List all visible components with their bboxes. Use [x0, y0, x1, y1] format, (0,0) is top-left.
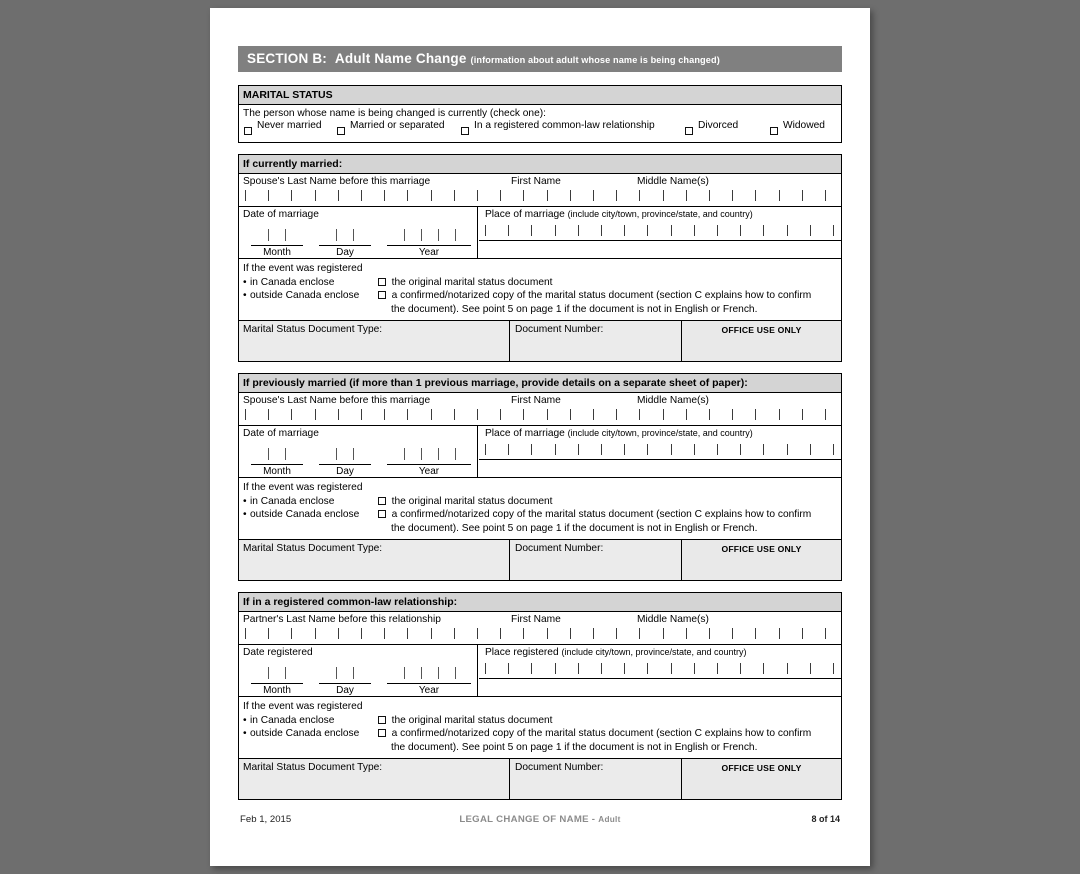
checkbox-icon: [244, 127, 252, 135]
date-month-field-previously-married[interactable]: [251, 448, 303, 465]
enclose-in-canada-previously-married: in Canada enclose: [250, 495, 335, 507]
checkbox-icon: [378, 497, 386, 505]
checkbox-notarized-copy-currently-married[interactable]: [378, 290, 386, 301]
caption-month-common-law: Month: [263, 685, 291, 696]
label-doc-number-common-law: Document Number:: [515, 762, 604, 773]
caption-day-common-law: Day: [336, 685, 354, 696]
section-previously-married: [238, 373, 842, 581]
name-comb-common-law[interactable]: [239, 628, 841, 643]
input-doc-type-currently-married[interactable]: [239, 321, 509, 361]
form-page: [210, 8, 870, 866]
checkbox-original-document-currently-married[interactable]: [378, 277, 386, 288]
date-year-field-currently-married[interactable]: [387, 229, 471, 246]
label-place-main-common-law: Place registered: [485, 647, 562, 658]
date-year-field-previously-married[interactable]: [387, 448, 471, 465]
label-first-name-common-law: First Name: [511, 614, 561, 625]
document-row-common-law: [239, 759, 841, 799]
input-doc-number-common-law[interactable]: [510, 759, 681, 799]
name-row-currently-married: [239, 174, 841, 207]
enclose-row-common-law: If the event was registered • in Canada enclose the original marital status document • outside Canada enclose a confirmed/notarized copy of the marital status document (section C explains how to confirm the document). See point 5 on page 1 if the document is not in English or French.: [239, 697, 841, 759]
label-last-name-currently-married: Spouse's Last Name before this marriage: [243, 176, 431, 187]
caption-month-previously-married: Month: [263, 466, 291, 477]
checkbox-icon: [378, 291, 386, 299]
label-place-note-previously-married: (include city/town, province/state, and country): [567, 428, 753, 438]
label-place-previously-married: [485, 428, 753, 439]
footer-title: [238, 814, 842, 825]
label-doc-number-currently-married: Document Number:: [515, 324, 604, 335]
label-place-main-previously-married: Place of marriage: [485, 428, 568, 439]
label-last-name-common-law: Partner's Last Name before this relationship: [243, 614, 441, 625]
place-comb-currently-married[interactable]: [479, 225, 841, 240]
label-place-main-currently-married: Place of marriage: [485, 209, 568, 220]
enclose-title-previously-married: If the event was registered: [243, 482, 363, 493]
label-middle-names-previously-married: Middle Name(s): [637, 395, 709, 406]
label-divorced: Divorced: [698, 120, 739, 131]
checkbox-widowed[interactable]: [770, 121, 778, 139]
date-day-field-previously-married[interactable]: [319, 448, 371, 465]
place-comb-previously-married[interactable]: [479, 444, 841, 459]
label-middle-names-currently-married: Middle Name(s): [637, 176, 709, 187]
label-office-use-common-law: OFFICE USE ONLY: [721, 763, 802, 773]
date-day-field-common-law[interactable]: [319, 667, 371, 684]
name-comb-currently-married[interactable]: [239, 190, 841, 205]
input-doc-type-common-law[interactable]: [239, 759, 509, 799]
label-first-name-currently-married: First Name: [511, 176, 561, 187]
input-doc-type-previously-married[interactable]: [239, 540, 509, 580]
place-extra-line-common-law[interactable]: [479, 679, 841, 696]
document-row-currently-married: [239, 321, 841, 361]
form-sheet: [238, 46, 842, 800]
section-header-common-law: If in a registered common-law relationship:: [239, 593, 841, 612]
label-date-common-law: Date registered: [243, 647, 313, 658]
checkbox-divorced[interactable]: [685, 121, 693, 139]
checkbox-icon: [378, 510, 386, 518]
section-currently-married: [238, 154, 842, 362]
label-place-common-law: [485, 647, 747, 658]
label-date-currently-married: Date of marriage: [243, 209, 319, 220]
document-row-previously-married: [239, 540, 841, 580]
date-place-row-currently-married: [239, 207, 841, 259]
checkbox-notarized-copy-previously-married[interactable]: [378, 509, 386, 520]
enclose-title-currently-married: If the event was registered: [243, 263, 363, 274]
caption-year-currently-married: Year: [418, 247, 440, 258]
section-b-paren-close: ): [716, 55, 720, 65]
place-extra-line-previously-married[interactable]: [479, 460, 841, 477]
enclose-confirmed-copy-line2-previously-married: the document). See point 5 on page 1 if the document is not in English or French.: [391, 522, 758, 534]
office-use-area-previously-married: [682, 540, 841, 580]
footer-title-main: LEGAL CHANGE OF NAME -: [459, 814, 599, 825]
enclose-confirmed-copy-line1-common-law: a confirmed/notarized copy of the marital status document (section C explains how to confirm: [391, 728, 812, 739]
marital-status-header: MARITAL STATUS: [239, 86, 841, 105]
caption-year-previously-married: Year: [418, 466, 440, 477]
footer-title-sub: Adult: [598, 815, 621, 824]
enclose-confirmed-copy-line2-currently-married: the document). See point 5 on page 1 if the document is not in English or French.: [391, 303, 758, 315]
name-row-previously-married: [239, 393, 841, 426]
checkbox-icon: [337, 127, 345, 135]
label-common-law: In a registered common-law relationship: [474, 120, 655, 131]
label-widowed: Widowed: [783, 120, 825, 131]
label-place-currently-married: [485, 209, 753, 220]
marital-status-options-row: [239, 105, 841, 142]
office-use-area-currently-married: [682, 321, 841, 361]
caption-day-previously-married: Day: [336, 466, 354, 477]
enclose-outside-canada-common-law: outside Canada enclose: [250, 728, 360, 739]
checkbox-notarized-copy-common-law[interactable]: [378, 728, 386, 739]
checkbox-icon: [378, 278, 386, 286]
section-header-currently-married: If currently married:: [239, 155, 841, 174]
enclose-original-doc-previously-married: the original marital status document: [391, 495, 553, 507]
checkbox-icon: [685, 127, 693, 135]
label-first-name-previously-married: First Name: [511, 395, 561, 406]
enclose-confirmed-copy-line2-common-law: the document). See point 5 on page 1 if the document is not in English or French.: [391, 741, 758, 753]
checkbox-icon: [461, 127, 469, 135]
enclose-in-canada-common-law: in Canada enclose: [250, 714, 335, 726]
section-b-paren-open: (: [470, 55, 474, 65]
label-doc-type-currently-married: Marital Status Document Type:: [243, 324, 383, 335]
section-b-title: Adult Name Change: [334, 51, 467, 66]
checkbox-icon: [378, 729, 386, 737]
name-row-common-law: [239, 612, 841, 645]
enclose-original-doc-common-law: the original marital status document: [391, 714, 553, 726]
label-doc-number-previously-married: Document Number:: [515, 543, 604, 554]
date-month-field-currently-married[interactable]: [251, 229, 303, 246]
enclose-confirmed-copy-line1-previously-married: a confirmed/notarized copy of the marital status document (section C explains how to confirm: [391, 509, 812, 520]
enclose-in-canada-currently-married: in Canada enclose: [250, 276, 335, 288]
name-comb-previously-married[interactable]: [239, 409, 841, 424]
label-middle-names-common-law: Middle Name(s): [637, 614, 709, 625]
checkbox-icon: [378, 716, 386, 724]
place-comb-common-law[interactable]: [479, 663, 841, 678]
label-date-previously-married: Date of marriage: [243, 428, 319, 439]
label-married-or-separated: Married or separated: [350, 120, 445, 131]
enclose-original-doc-currently-married: the original marital status document: [391, 276, 553, 288]
input-doc-number-previously-married[interactable]: [510, 540, 681, 580]
footer-page-number: 8 of 14: [811, 814, 840, 824]
enclose-row-previously-married: If the event was registered • in Canada enclose the original marital status document • outside Canada enclose a confirmed/notarized copy of the marital status document (section C explains how to confirm the document). See point 5 on page 1 if the document is not in English or French.: [239, 478, 841, 540]
label-last-name-previously-married: Spouse's Last Name before this marriage: [243, 395, 431, 406]
label-office-use-previously-married: OFFICE USE ONLY: [721, 544, 802, 554]
footer-date: Feb 1, 2015: [240, 814, 292, 825]
checkbox-original-document-common-law[interactable]: [378, 715, 386, 726]
date-month-field-common-law[interactable]: [251, 667, 303, 684]
enclose-row-currently-married: If the event was registered • in Canada enclose the original marital status document • outside Canada enclose a confirmed/notarized copy of the marital status document (section C explains how to confirm the document). See point 5 on page 1 if the document is not in English or French.: [239, 259, 841, 321]
enclose-confirmed-copy-line1-currently-married: a confirmed/notarized copy of the marital status document (section C explains how to confirm: [391, 290, 812, 301]
caption-day-currently-married: Day: [336, 247, 354, 258]
office-use-area-common-law: [682, 759, 841, 799]
label-never-married: Never married: [257, 120, 322, 131]
section-common-law: [238, 592, 842, 800]
label-doc-type-previously-married: Marital Status Document Type:: [243, 543, 383, 554]
marriage-sections-host: [238, 154, 842, 800]
checkbox-icon: [770, 127, 778, 135]
date-year-field-common-law[interactable]: [387, 667, 471, 684]
section-header-previously-married: If previously married (if more than 1 previous marriage, provide details on a separate sheet of paper):: [239, 374, 841, 393]
checkbox-married-or-separated[interactable]: [337, 121, 345, 139]
label-place-note-currently-married: (include city/town, province/state, and country): [567, 209, 753, 219]
page-footer: [238, 814, 842, 830]
date-place-row-common-law: [239, 645, 841, 697]
place-extra-line-currently-married[interactable]: [479, 241, 841, 258]
input-doc-number-currently-married[interactable]: [510, 321, 681, 361]
caption-month-currently-married: Month: [263, 247, 291, 258]
label-doc-type-common-law: Marital Status Document Type:: [243, 762, 383, 773]
date-place-row-previously-married: [239, 426, 841, 478]
enclose-outside-canada-currently-married: outside Canada enclose: [250, 290, 360, 301]
section-b-prefix: SECTION B:: [247, 51, 328, 66]
enclose-outside-canada-previously-married: outside Canada enclose: [250, 509, 360, 520]
checkbox-never-married[interactable]: [244, 121, 252, 139]
checkbox-common-law[interactable]: [461, 121, 469, 139]
section-b-banner: [238, 46, 842, 72]
label-office-use-currently-married: OFFICE USE ONLY: [721, 325, 802, 335]
enclose-title-common-law: If the event was registered: [243, 701, 363, 712]
section-b-subtitle: information about adult whose name is being changed: [473, 55, 717, 65]
label-place-note-common-law: (include city/town, province/state, and country): [561, 647, 747, 657]
checkbox-original-document-previously-married[interactable]: [378, 496, 386, 507]
date-day-field-currently-married[interactable]: [319, 229, 371, 246]
caption-year-common-law: Year: [418, 685, 440, 696]
marital-status-instruction: The person whose name is being changed is currently (check one):: [243, 108, 546, 119]
marital-status-block: [238, 85, 842, 143]
